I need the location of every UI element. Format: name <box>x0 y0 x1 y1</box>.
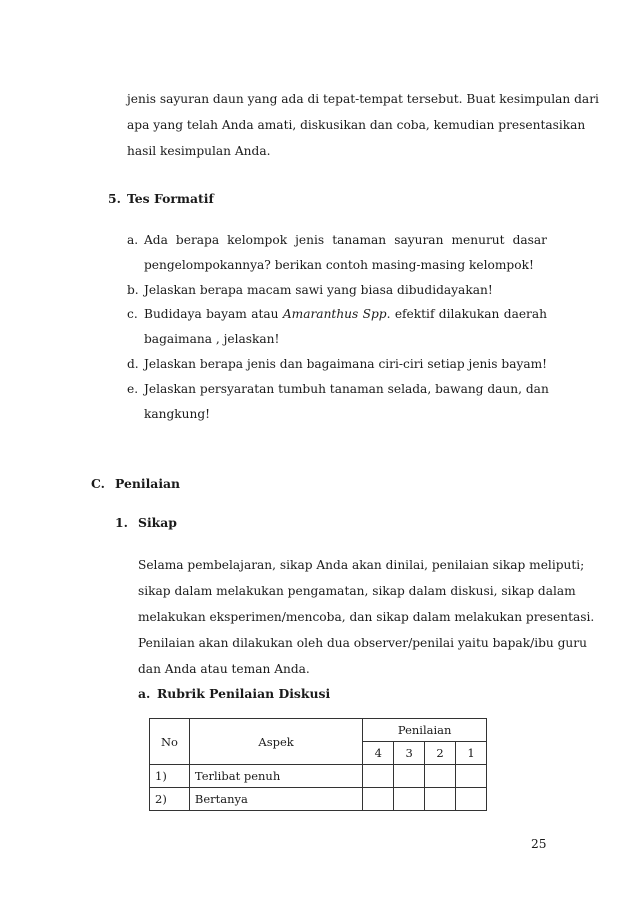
page-number: 25 <box>531 837 547 851</box>
row-2-cell <box>394 788 425 811</box>
item-d-line-1: Jelaskan berapa jenis dan bagaimana ciri-ciri setiap jenis bayam! <box>144 357 548 371</box>
row-1-no: 1) <box>150 765 190 788</box>
item-c-species: Amaranthus Spp <box>282 307 387 321</box>
item-c-post: . efektif dilakukan daerah <box>386 307 547 321</box>
row-2-no: 2) <box>150 788 190 811</box>
header-no: No <box>150 719 190 765</box>
row-2-cell <box>363 788 394 811</box>
item-e-line-1: Jelaskan persyaratan tumbuh tanaman selada, bawang daun, dan <box>144 382 549 396</box>
header-penilaian: Penilaian <box>363 719 487 742</box>
item-c-pre: Budidaya bayam atau <box>144 307 279 321</box>
sikap-line-4: Penilaian akan dilakukan oleh dua observer/penilai yaitu bapak/ibu guru <box>138 636 587 650</box>
item-c-marker: c. <box>127 307 138 321</box>
row-1-cell <box>394 765 425 788</box>
item-a-line-2: pengelompokannya? berikan contoh masing-masing kelompok! <box>144 258 534 272</box>
table-row <box>150 765 487 788</box>
sikap-line-5: dan Anda atau teman Anda. <box>138 662 310 676</box>
table-header-row <box>150 719 487 742</box>
row-1-cell <box>363 765 394 788</box>
sikap-line-3: melakukan eksperimen/mencoba, dan sikap dalam melakukan presentasi. <box>138 610 595 624</box>
header-aspek: Aspek <box>189 719 362 765</box>
row-2-cell <box>425 788 456 811</box>
sikap-line-1: Selama pembelajaran, sikap Anda akan dinilai, penilaian sikap meliputi; <box>138 558 585 572</box>
score-4: 4 <box>363 742 394 765</box>
item-b-line-1: Jelaskan berapa macam sawi yang biasa dibudidayakan! <box>144 283 493 297</box>
row-2-cell <box>456 788 487 811</box>
item-c-line-1 <box>144 306 547 322</box>
row-1-cell <box>425 765 456 788</box>
section-5-number: 5. <box>108 191 121 206</box>
sikap-number: 1. <box>115 515 128 530</box>
table-row <box>150 788 487 811</box>
intro-line-3: hasil kesimpulan Anda. <box>127 144 271 158</box>
item-e-marker: e. <box>127 382 139 396</box>
row-1-cell <box>456 765 487 788</box>
section-c-letter: C. <box>91 476 105 491</box>
rubric-table <box>149 718 487 811</box>
section-c-title: Penilaian <box>115 476 181 491</box>
item-a-line-1: Ada berapa kelompok jenis tanaman sayuran menurut dasar <box>144 233 547 247</box>
section-5-title: Tes Formatif <box>127 191 214 206</box>
row-1-aspek: Terlibat penuh <box>189 765 362 788</box>
intro-line-2: apa yang telah Anda amati, diskusikan dan coba, kemudian presentasikan <box>127 118 586 132</box>
item-c-line-2: bagaimana , jelaskan! <box>144 332 280 346</box>
score-3: 3 <box>394 742 425 765</box>
rubric-title: Rubrik Penilaian Diskusi <box>157 686 331 701</box>
sikap-title: Sikap <box>138 515 177 530</box>
item-d-marker: d. <box>127 357 139 371</box>
rubric-marker: a. <box>138 686 151 701</box>
score-1: 1 <box>456 742 487 765</box>
score-2: 2 <box>425 742 456 765</box>
item-e-line-2: kangkung! <box>144 407 211 421</box>
intro-line-1: jenis sayuran daun yang ada di tepat-tempat tersebut. Buat kesimpulan dari <box>127 92 599 106</box>
item-a-marker: a. <box>127 233 139 247</box>
row-2-aspek: Bertanya <box>189 788 362 811</box>
sikap-line-2: sikap dalam melakukan pengamatan, sikap dalam diskusi, sikap dalam <box>138 584 576 598</box>
item-b-marker: b. <box>127 283 139 297</box>
